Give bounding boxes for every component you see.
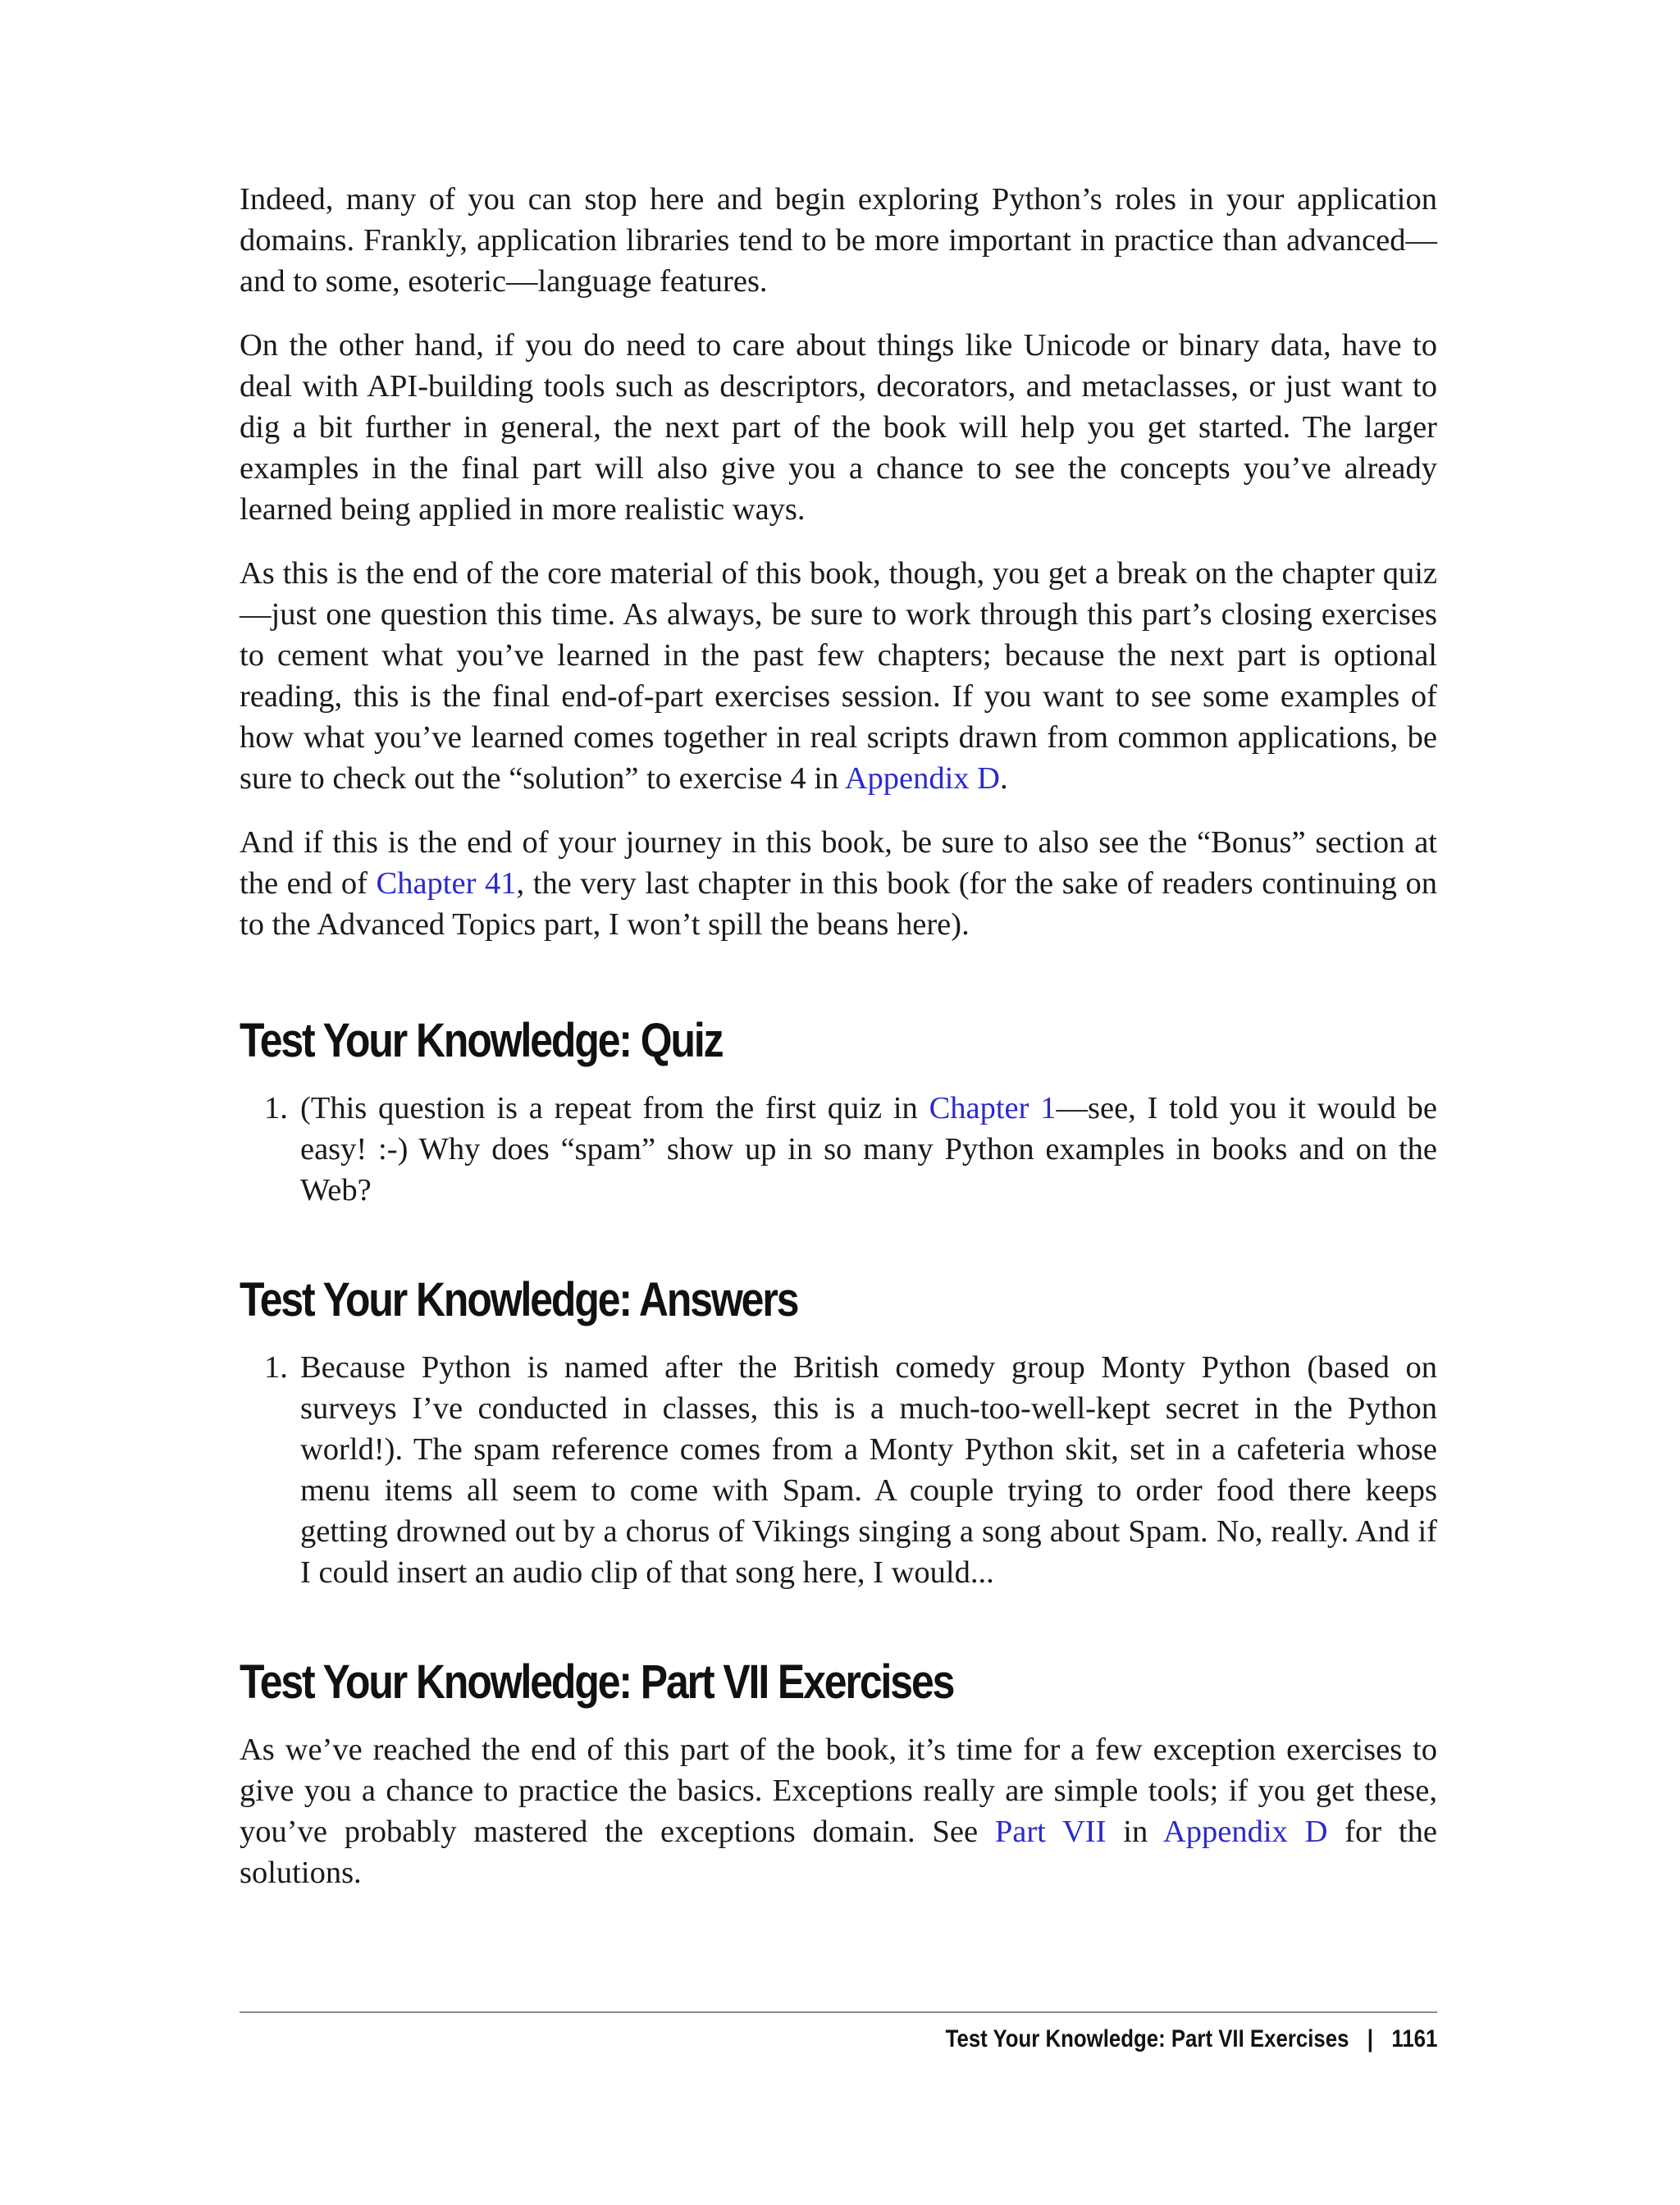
chapter-1-link[interactable]: Chapter 1: [929, 1091, 1057, 1125]
page-footer: [945, 2023, 1437, 2056]
paragraph-text: in: [1106, 1815, 1163, 1849]
answers-list: [240, 1347, 1437, 1593]
intro-paragraph-3: [240, 553, 1437, 799]
paragraph-text: As we’ve reached the end of this part of the book, it’s time for a few exception exercises to give you a chance to practice the basics. Exceptions really are simple tools; if you get these, you’ve probably mastered the exceptions domain. See: [240, 1732, 1437, 1849]
paragraph-text: .: [1000, 761, 1008, 796]
paragraph-text: On the other hand, if you do need to care about things like Unicode or binary data, have to deal with API-building tools such as descriptors, decorators, and metaclasses, or just want to dig a bit further in general, the next part of the book will help you get started. The larger examples in the final part will also give you a chance to see the concepts you’ve already learned being applied in more realistic ways.: [240, 328, 1437, 527]
page-number: 1161: [1391, 2025, 1437, 2052]
page-content: [240, 179, 1437, 1916]
paragraph-text: And if this is the end of your journey in this book, be sure to also see the “Bonus” section at the end of: [240, 825, 1437, 901]
appendix-d-link[interactable]: Appendix D: [1162, 1815, 1328, 1849]
intro-paragraph-1: [240, 179, 1437, 302]
intro-paragraph-4: [240, 822, 1437, 945]
list-number: 1.: [264, 1091, 288, 1125]
list-number: 1.: [264, 1350, 288, 1385]
paragraph-text: As this is the end of the core material of this book, though, you get a break on the chapter quiz—just one question this time. As always, be sure to work through this part’s closing exercises to cement what you’ve learned in the past few chapters; because the next part is optional reading, this is the final end-of-part exercises session. If you want to see some examples of how what you’ve learned comes together in real scripts drawn from common applications, be sure to check out the “solution” to exercise 4 in: [240, 556, 1437, 796]
answer-text: Because Python is named after the British comedy group Monty Python (based on surveys I’ve conducted in classes, this is a much-too-well-kept secret in the Python world!). The spam reference comes from a Monty Python skit, set in a cafeteria whose menu items all seem to come with Spam. A couple trying to order food there keeps getting drowned out by a chorus of Vikings singing a song about Spam. No, really. And if I could insert an audio clip of that song here, I would...: [300, 1350, 1437, 1590]
exercises-heading: Test Your Knowledge: Part VII Exercises: [240, 1655, 954, 1709]
intro-paragraph-2: [240, 325, 1437, 530]
appendix-d-link[interactable]: Appendix D: [844, 761, 1000, 796]
chapter-41-link[interactable]: Chapter 41: [376, 866, 517, 901]
quiz-heading: Test Your Knowledge: Quiz: [240, 1014, 723, 1067]
answers-heading: Test Your Knowledge: Answers: [240, 1273, 798, 1326]
paragraph-text: for the solutions.: [240, 1815, 1437, 1890]
part-vii-link[interactable]: Part VII: [994, 1815, 1107, 1849]
question-text: (This question is a repeat from the first quiz in: [300, 1091, 929, 1125]
exercises-paragraph: [240, 1729, 1437, 1893]
list-item: [240, 1347, 1437, 1593]
question-text: —see, I told you it would be easy! :-) Why does “spam” show up in so many Python examples in books and on the Web?: [300, 1091, 1438, 1208]
footer-rule: [240, 2011, 1437, 2013]
running-head: Test Your Knowledge: Part VII Exercises: [945, 2025, 1349, 2052]
paragraph-text: , the very last chapter in this book (for the sake of readers continuing on to the Advanced Topics part, I won’t spill the beans here).: [240, 866, 1437, 942]
paragraph-text: Indeed, many of you can stop here and begin exploring Python’s roles in your application domains. Frankly, application libraries tend to be more important in practice than advanced—and to some, esoteric—language features.: [240, 182, 1437, 299]
quiz-list: [240, 1088, 1437, 1211]
footer-separator: |: [1367, 2025, 1373, 2052]
list-item: [240, 1088, 1437, 1211]
